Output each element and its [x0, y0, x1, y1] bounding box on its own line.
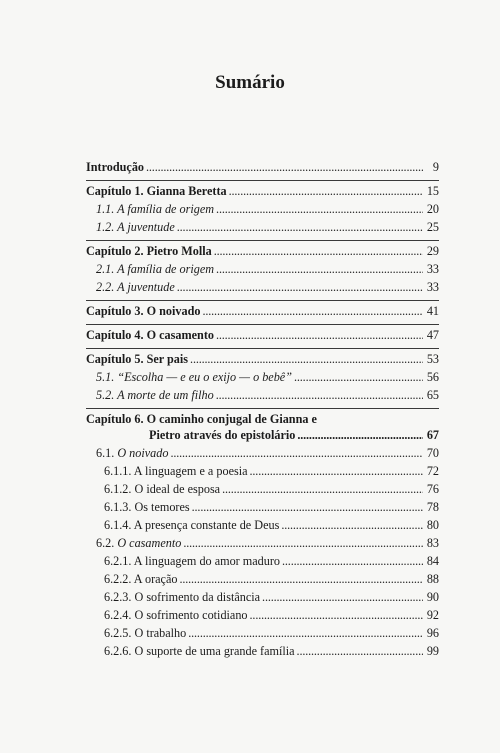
dot-leader — [177, 280, 423, 295]
toc-entry[interactable] — [86, 554, 439, 569]
section-divider — [86, 324, 439, 325]
toc-entry[interactable] — [86, 464, 439, 479]
toc-page-number: 56 — [426, 370, 439, 384]
toc-page-number: 96 — [426, 626, 439, 640]
toc-page-number: 80 — [426, 518, 439, 532]
toc-page-number: 53 — [426, 352, 439, 366]
toc-entry[interactable] — [86, 608, 439, 623]
dot-leader — [170, 446, 423, 461]
toc-entry[interactable] — [86, 590, 439, 605]
toc-entry[interactable] — [86, 412, 439, 427]
toc-page-number: 90 — [426, 590, 439, 604]
toc-entry[interactable] — [86, 388, 439, 403]
toc-entry[interactable] — [86, 160, 439, 175]
toc-page-number: 78 — [426, 500, 439, 514]
toc-page-number: 9 — [432, 160, 439, 174]
dot-leader — [250, 464, 423, 479]
toc-entry[interactable] — [86, 202, 439, 217]
dot-leader — [297, 428, 423, 443]
toc-page-number: 84 — [426, 554, 439, 568]
toc-entry-title: 6.2.5. O trabalho — [104, 626, 187, 640]
table-of-contents — [86, 157, 439, 659]
toc-entry-title: 6.1.2. O ideal de esposa — [104, 482, 221, 496]
section-divider — [86, 180, 439, 181]
toc-entry-title: Capítulo 5. Ser pais — [86, 352, 189, 366]
toc-page-number: 20 — [426, 202, 439, 216]
toc-entry[interactable] — [86, 428, 439, 443]
toc-entry[interactable] — [86, 220, 439, 235]
toc-entry-title: Capítulo 3. O noivado — [86, 304, 201, 318]
dot-leader — [202, 304, 423, 319]
toc-entry[interactable] — [86, 280, 439, 295]
toc-page-number: 76 — [426, 482, 439, 496]
toc-entry-title: Capítulo 6. O caminho conjugal de Gianna e — [86, 412, 317, 426]
page-title: Sumário — [215, 72, 285, 93]
toc-page-number: 25 — [426, 220, 439, 234]
dot-leader — [188, 626, 423, 641]
toc-entry[interactable] — [86, 536, 439, 551]
toc-page-number: 65 — [426, 388, 439, 402]
toc-page-number: 88 — [426, 572, 439, 586]
toc-page-number: 33 — [426, 280, 439, 294]
toc-entry-title: 6.2.1. A linguagem do amor maduro — [104, 554, 281, 568]
toc-entry-title: 6.2.6. O suporte de uma grande família — [104, 644, 295, 658]
section-divider — [86, 300, 439, 301]
toc-entry-number: 6.1. — [96, 446, 118, 460]
toc-entry[interactable] — [86, 572, 439, 587]
dot-leader — [294, 370, 423, 385]
dot-leader — [229, 184, 423, 199]
toc-entry-title: 2.1. A família de origem — [96, 262, 215, 276]
toc-page-number: 92 — [426, 608, 439, 622]
dot-leader — [281, 518, 423, 533]
dot-leader — [297, 644, 423, 659]
toc-page-number: 67 — [426, 428, 439, 442]
toc-entry-title: 2.2. A juventude — [96, 280, 175, 294]
dot-leader — [177, 220, 423, 235]
dot-leader — [216, 328, 423, 343]
toc-entry[interactable] — [86, 184, 439, 199]
toc-entry-title: Capítulo 4. O casamento — [86, 328, 214, 342]
dot-leader — [262, 590, 423, 605]
toc-entry[interactable] — [86, 446, 439, 461]
dot-leader — [190, 352, 423, 367]
toc-entry[interactable] — [86, 500, 439, 515]
dot-leader — [282, 554, 423, 569]
toc-entry[interactable] — [86, 518, 439, 533]
toc-entry[interactable] — [86, 644, 439, 659]
toc-page-number: 72 — [426, 464, 439, 478]
dot-leader — [216, 262, 423, 277]
toc-entry-title: 1.1. A família de origem — [96, 202, 215, 216]
toc-entry[interactable] — [86, 352, 439, 367]
section-divider — [86, 408, 439, 409]
section-divider — [86, 240, 439, 241]
toc-entry[interactable] — [86, 626, 439, 641]
dot-leader — [214, 244, 423, 259]
toc-page-number: 99 — [426, 644, 439, 658]
dot-leader — [216, 388, 423, 403]
dot-leader — [250, 608, 423, 623]
toc-entry-title: 6.1.4. A presença constante de Deus — [104, 518, 280, 532]
dot-leader — [216, 202, 423, 217]
toc-entry-title: 5.1. “Escolha — e eu o exijo — o bebê” — [96, 370, 292, 384]
dot-leader — [179, 572, 423, 587]
toc-page-number: 83 — [426, 536, 439, 550]
toc-entry-title: 6.2.3. O sofrimento da distância — [104, 590, 261, 604]
toc-entry[interactable] — [86, 304, 439, 319]
dot-leader — [146, 160, 423, 175]
toc-page-number: 29 — [426, 244, 439, 258]
toc-entry-title: 6.2.4. O sofrimento cotidiano — [104, 608, 248, 622]
toc-entry[interactable] — [86, 370, 439, 385]
toc-page-number: 47 — [426, 328, 439, 342]
dot-leader — [222, 482, 423, 497]
toc-entry-title: Pietro através do epistolário — [149, 428, 296, 442]
toc-entry-title — [96, 536, 181, 551]
toc-entry[interactable] — [86, 328, 439, 343]
toc-entry-number: 6.2. — [96, 536, 118, 550]
toc-entry-title: 6.1.1. A linguagem e a poesia — [104, 464, 248, 478]
toc-page-number: 70 — [426, 446, 439, 460]
toc-entry-label: O casamento — [117, 536, 182, 550]
toc-entry-title: 6.2.2. A oração — [104, 572, 178, 586]
toc-entry-title: Introdução — [86, 160, 145, 174]
toc-page-number: 41 — [426, 304, 439, 318]
dot-leader — [192, 500, 423, 515]
toc-entry-title: 5.2. A morte de um filho — [96, 388, 214, 402]
section-divider — [86, 348, 439, 349]
toc-entry[interactable] — [86, 244, 439, 259]
toc-entry-title — [96, 446, 168, 461]
toc-entry-title: 6.1.3. Os temores — [104, 500, 190, 514]
toc-entry-title: 1.2. A juventude — [96, 220, 175, 234]
toc-entry-label: O noivado — [117, 446, 169, 460]
toc-page-number: 15 — [426, 184, 439, 198]
toc-entry[interactable] — [86, 482, 439, 497]
toc-page-number: 33 — [426, 262, 439, 276]
toc-entry-title: Capítulo 2. Pietro Molla — [86, 244, 212, 258]
dot-leader — [183, 536, 423, 551]
toc-entry-title: Capítulo 1. Gianna Beretta — [86, 184, 227, 198]
toc-entry[interactable] — [86, 262, 439, 277]
